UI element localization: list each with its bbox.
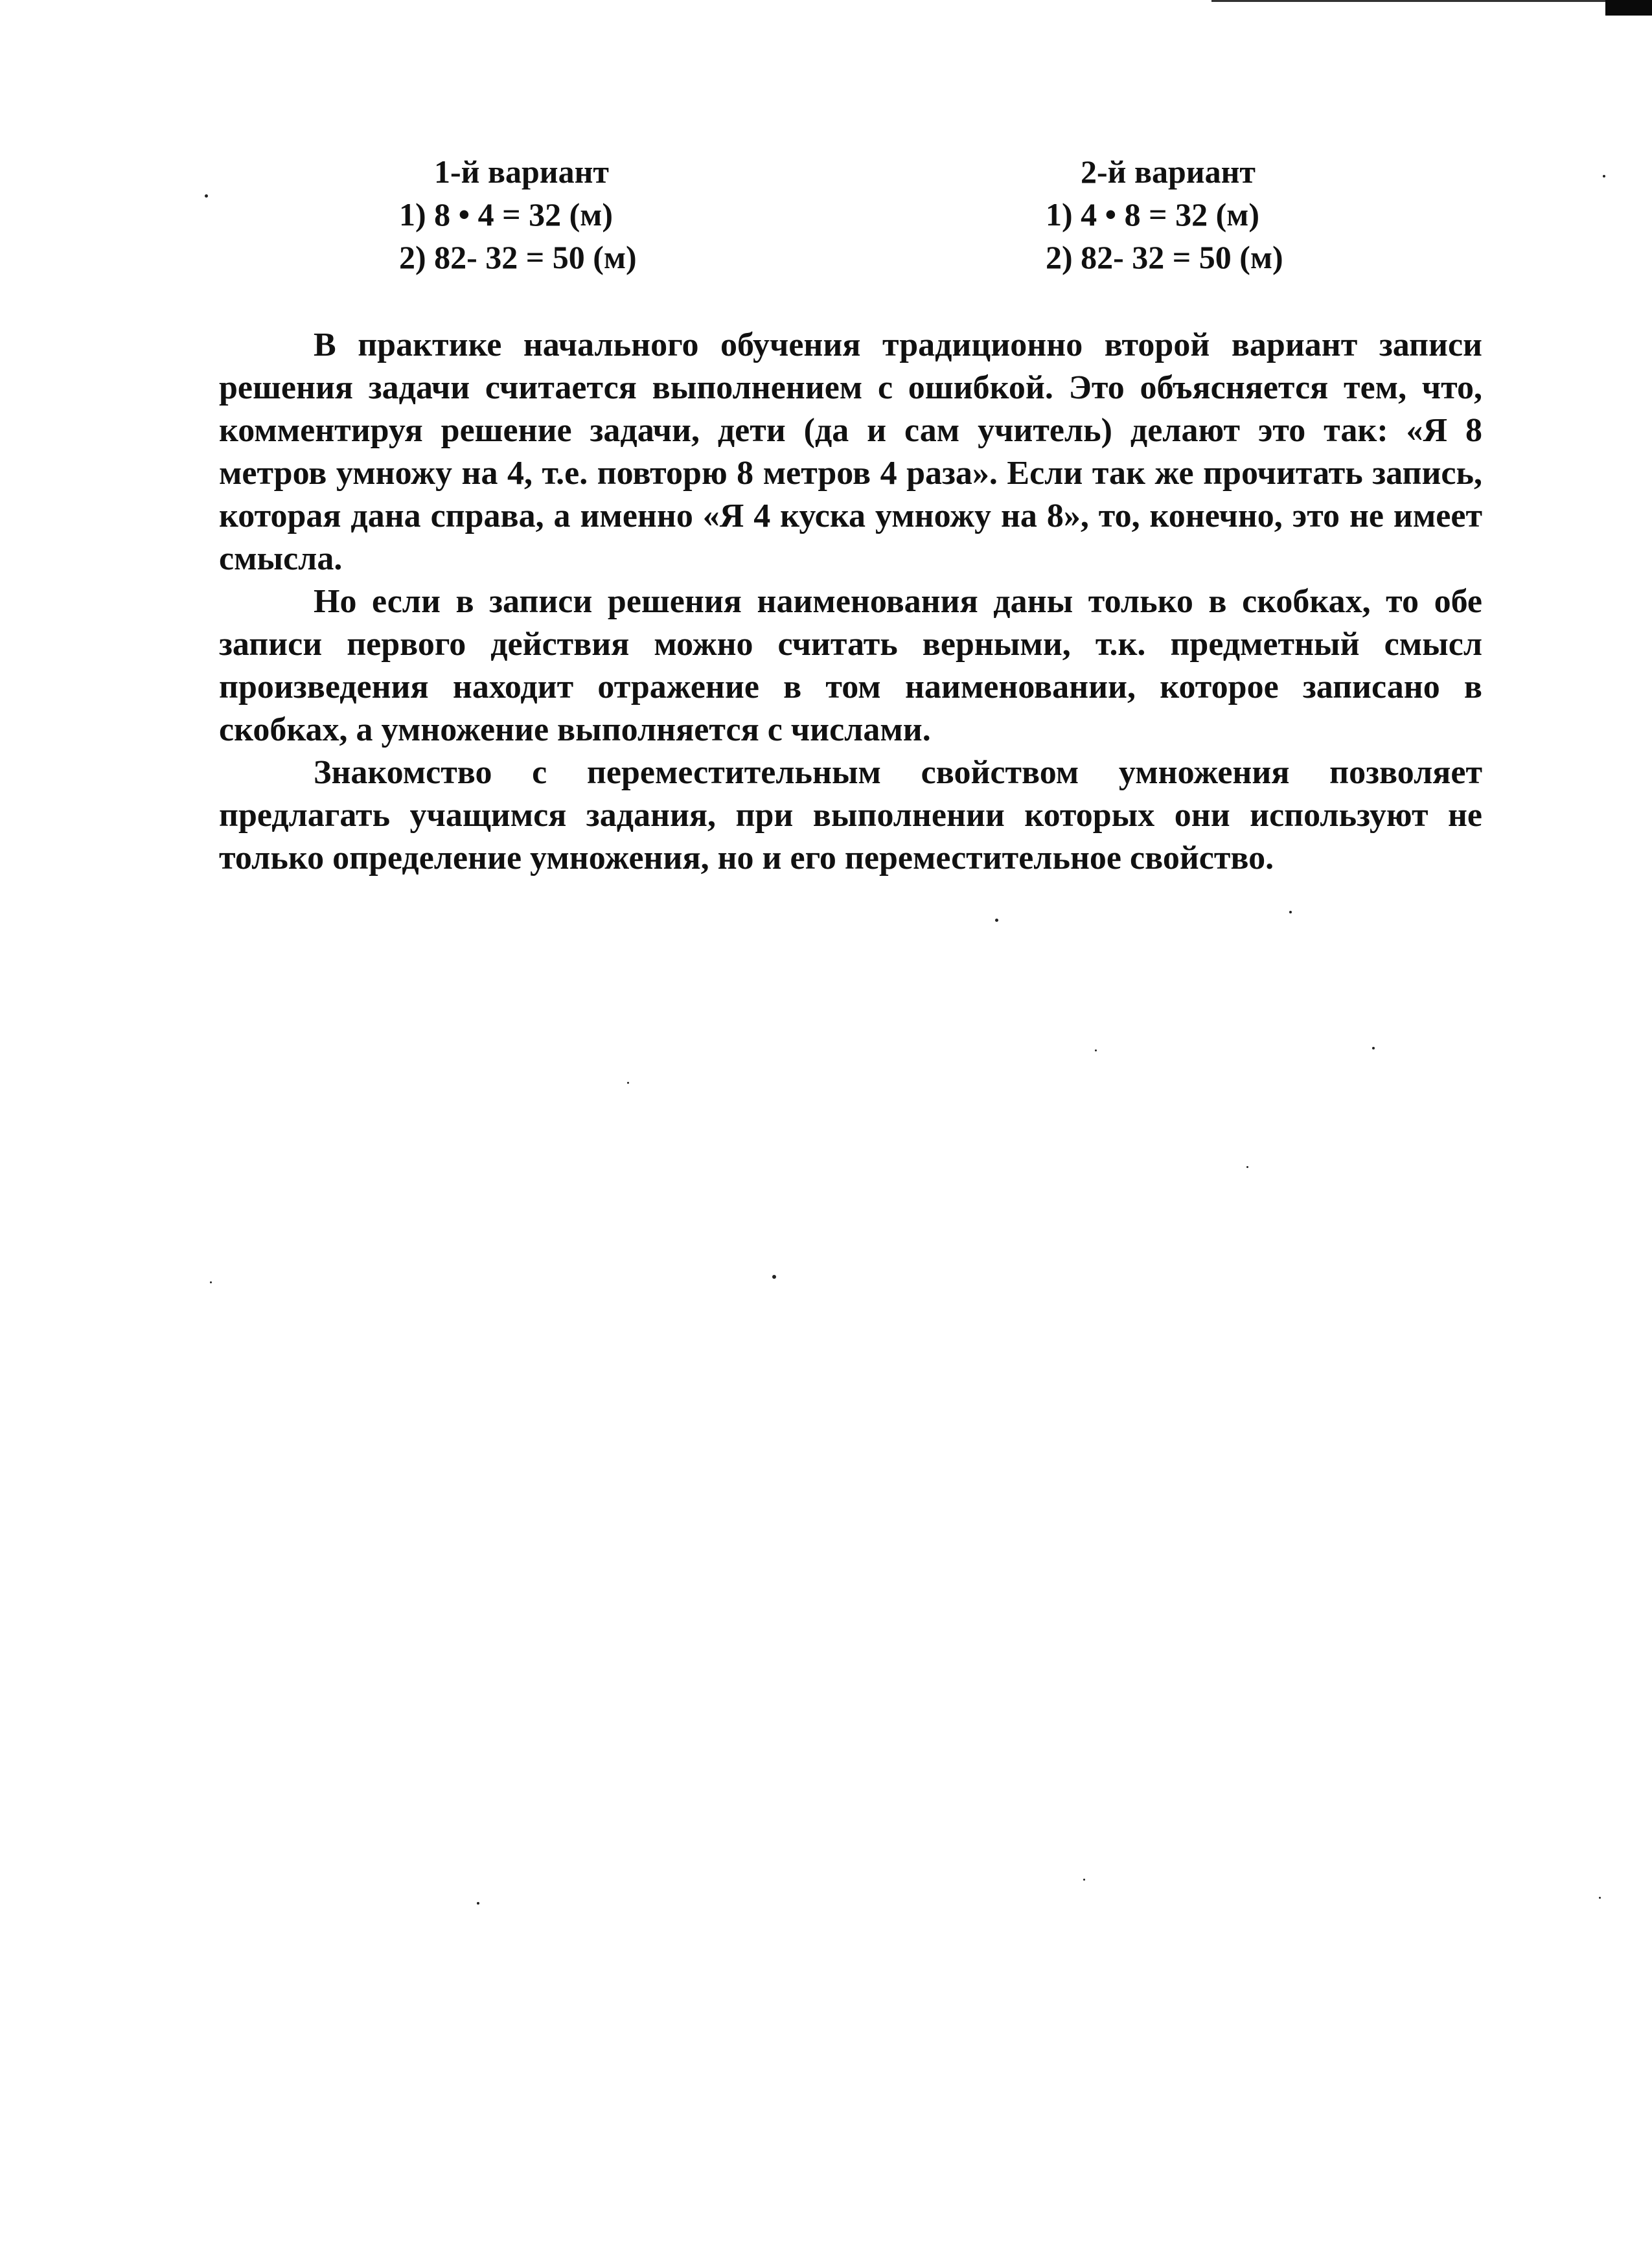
scan-speck <box>1095 1049 1097 1051</box>
scan-speck <box>1372 1047 1375 1049</box>
paragraph: Знакомство с переместительным свойством умножения позволяет предлагать учащимся задания, при выполнении которых они используют не только определение умножения, но и его переместительное свойство. <box>219 754 1482 876</box>
scan-edge-line <box>1211 0 1608 2</box>
scan-speck <box>1289 911 1292 913</box>
scan-speck <box>1246 1166 1248 1168</box>
scan-speck <box>627 1082 629 1084</box>
variant-2-step-1: 1) 4 • 8 = 32 (м) <box>1046 196 1260 233</box>
scan-speck <box>1599 1897 1601 1899</box>
scan-corner-mark <box>1605 0 1652 16</box>
variant-1-step-2: 2) 82- 32 = 50 (м) <box>399 239 637 275</box>
paragraph: Но если в записи решения наименования даны только в скобках, то обе записи первого действия можно считать верными, т.к. предметный смысл произведения находит отражение в том наименовании, которое записано в скобках, а умножение выполняется с числами. <box>219 583 1482 748</box>
variant-1-step-1: 1) 8 • 4 = 32 (м) <box>399 196 614 233</box>
scan-speck <box>1603 175 1605 178</box>
variant-1 <box>399 150 637 279</box>
scan-speck <box>772 1275 776 1279</box>
scan-speck <box>1083 1879 1085 1881</box>
scan-speck <box>995 919 998 922</box>
scan-speck <box>205 194 208 198</box>
scan-speck <box>210 1281 212 1283</box>
solution-variants <box>0 150 1652 280</box>
scan-speck <box>477 1902 479 1905</box>
variant-2 <box>1046 150 1283 279</box>
body-text <box>219 324 1482 880</box>
variant-2-step-2: 2) 82- 32 = 50 (м) <box>1046 239 1283 275</box>
paragraph: В практике начального обучения традиционно второй вариант записи решения задачи считается выполнением с ошибкой. Это объясняется тем, что, комментируя решение задачи, дети (да и сам учитель) делают это так: «Я 8 метров умножу на 4, т.е. повторю 8 метров 4 раза». Если так же прочитать запись, которая дана справа, а именно «Я 4 куска умножу на 8», то, конечно, это не имеет смысла. <box>219 326 1482 577</box>
variant-2-title: 2-й вариант <box>1081 154 1256 190</box>
variant-1-title: 1-й вариант <box>434 154 609 190</box>
